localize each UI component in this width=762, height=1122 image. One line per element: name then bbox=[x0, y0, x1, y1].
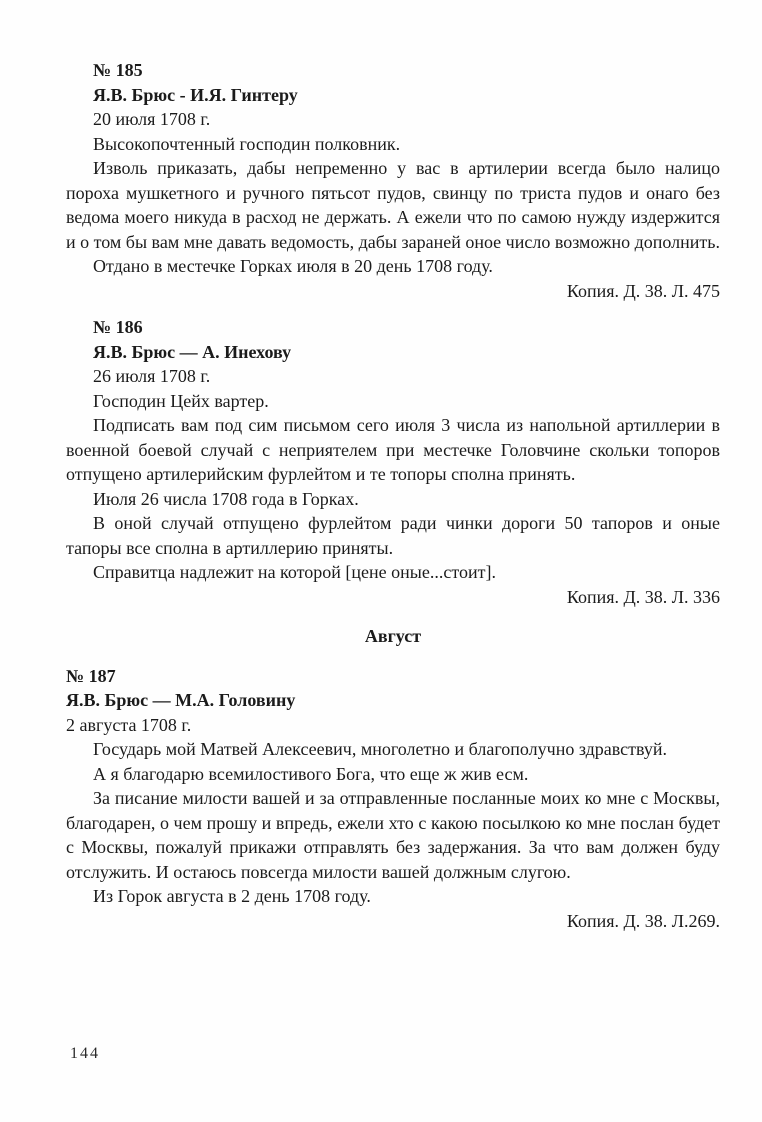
archive-reference: Копия. Д. 38. Л.269. bbox=[566, 910, 720, 931]
paragraph: Из Горок августа в 2 день 1708 году. bbox=[93, 886, 371, 906]
paragraph: Высокопочтенный господин полковник. bbox=[93, 133, 401, 154]
paragraph: Июля 26 числа 1708 года в Горках. bbox=[93, 488, 359, 509]
month-heading: Август bbox=[364, 626, 422, 646]
document-author-line: Я.В. Брюс — М.А. Головину bbox=[66, 690, 296, 710]
document-185 bbox=[66, 58, 720, 303]
paragraph: В оной случай отпущено фурлейтом ради чинки дороги 50 тапоров и оные тапоры все сполна в артиллерию приняты. bbox=[66, 513, 720, 558]
paragraph: Изволь приказать, дабы непременно у вас в артилерии всегда было налицо пороха мушкетного и ручного пятьсот пудов, свинцу по триста пудов и онаго без ведома моего никуда в расход не держать. А ежели что по самою нужду издержится и о том бы вам мне давать ведомость, дабы зараней оное число возможно дополнить. bbox=[66, 158, 720, 252]
archive-reference: Копия. Д. 38. Л. 475 bbox=[566, 280, 720, 301]
document-number: № 187 bbox=[66, 665, 116, 686]
paragraph: За писание милости вашей и за отправленные посланные моих ко мне с Москвы, благодарен, о чем прошу и впредь, ежели хто с какою посылкою ко мне послан будет с Москвы, пожалуй прикажи отправлять без задержания. За что вам должен буду отслужить. И остаюсь повсегда милости вашей должным слугою. bbox=[66, 788, 720, 882]
paragraph: Господин Цейх вартер. bbox=[93, 390, 269, 411]
document-author-line: Я.В. Брюс - И.Я. Гинтеру bbox=[93, 84, 298, 105]
archive-reference: Копия. Д. 38. Л. 336 bbox=[566, 586, 720, 607]
document-186 bbox=[66, 315, 720, 609]
paragraph: А я благодарю всемилостивого Бога, что еще ж жив есм. bbox=[93, 763, 529, 784]
document-date: 2 августа 1708 г. bbox=[66, 714, 192, 735]
paragraph: Справитца надлежит на которой [цене оные...стоит]. bbox=[93, 562, 496, 582]
document-date: 20 июля 1708 г. bbox=[93, 109, 211, 129]
document-author-line: Я.В. Брюс — А. Инехову bbox=[93, 341, 292, 362]
paragraph: Государь мой Матвей Алексеевич, многолетно и благополучно здравствуй. bbox=[93, 739, 668, 759]
paragraph: Подписать вам под сим письмом сего июля 3 числа из напольной артиллерии в военной боевой случай с неприятелем при местечке Головчине скольки топоров отпущено артилерийским фурлейтом и те топоры сполна принять. bbox=[66, 415, 720, 484]
document-number: № 185 bbox=[93, 60, 143, 80]
document-187 bbox=[66, 664, 720, 934]
paragraph: Отдано в местечке Горках июля в 20 день 1708 году. bbox=[93, 256, 493, 276]
document-number: № 186 bbox=[93, 317, 143, 337]
document-date: 26 июля 1708 г. bbox=[93, 366, 211, 386]
page-number: 144 bbox=[70, 1044, 100, 1062]
